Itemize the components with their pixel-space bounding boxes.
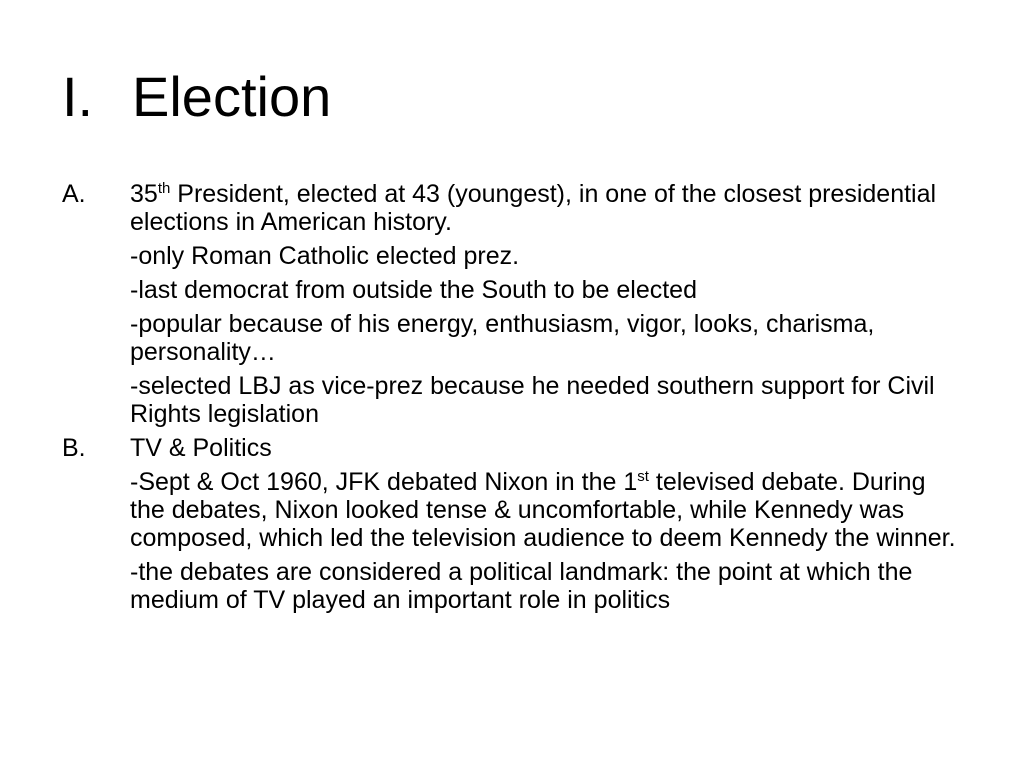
section-a-main-pre: 35 — [130, 180, 158, 208]
section-a-main-post: President, elected at 43 (youngest), in one of the closest presidential elections in American history. — [130, 180, 937, 236]
section-a-sub-4: -selected LBJ as vice-prez because he needed southern support for Civil Rights legislation — [130, 372, 935, 428]
section-b-main: TV & Politics — [130, 434, 272, 462]
section-a-main-sup: th — [157, 180, 171, 197]
section-b-sub-1-sup: st — [637, 468, 649, 485]
section-b-sub-2: -the debates are considered a political landmark: the point at which the medium of TV played an important role in politics — [130, 558, 913, 614]
title-text: Election — [132, 65, 332, 128]
section-a-sub-1: -only Roman Catholic elected prez. — [130, 242, 520, 270]
section-a-sub-3: -popular because of his energy, enthusiasm, vigor, looks, charisma, personality… — [130, 310, 875, 366]
title-number: I. — [62, 65, 94, 128]
section-b-sub-1 — [130, 468, 962, 552]
section-a-main — [130, 180, 962, 236]
section-b-sub-1-pre: -Sept & Oct 1960, JFK debated Nixon in the 1 — [130, 468, 638, 496]
section-b-sub-1-post: televised debate. During the debates, Nixon looked tense & uncomfortable, while Kennedy was composed, which led the television audience to deem Kennedy the winner. — [130, 468, 956, 552]
section-a — [62, 180, 962, 236]
slide-title — [62, 62, 331, 132]
section-b — [62, 434, 962, 462]
section-b-marker: B. — [62, 434, 86, 462]
section-a-marker: A. — [62, 180, 86, 208]
slide-body — [62, 180, 962, 620]
section-a-sub-2: -last democrat from outside the South to be elected — [130, 276, 697, 304]
